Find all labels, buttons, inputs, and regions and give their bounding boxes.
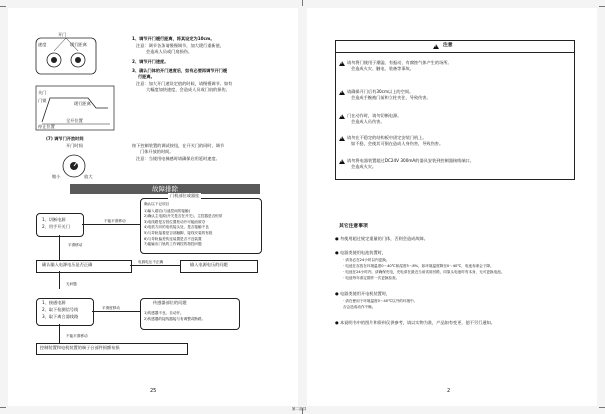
- flow-arrow: [59, 271, 60, 289]
- footer-mark: 第二页共: [292, 407, 307, 411]
- flow-check-item: 3)电线路是否因位置松动开可能而被夺: [144, 219, 206, 224]
- step1-note2: 会造成人员或门扇损伤。: [146, 49, 193, 54]
- warning-icon: [339, 114, 345, 119]
- diagram-fullopen-label: 全开位置: [66, 118, 83, 123]
- flow-check-header: 门机部位或器挂: [170, 193, 200, 198]
- warning-line: 会造成火灾。: [351, 164, 377, 169]
- flow-s3: 3、取下离合器线路: [42, 314, 79, 319]
- step1-title: 1、调节开门缓行距离，将其设定为10cm。: [132, 36, 215, 41]
- other-note: · 请在使用于环境温度0～40℃以外的环境中。: [343, 299, 418, 303]
- other-note: ● 电器类使用开电机装置时，: [335, 291, 391, 296]
- other-note: 否会造成动作不畅。: [343, 305, 376, 309]
- warning-icon: [339, 61, 345, 66]
- flow-confirm-voltage: 确认输入电源电压是否正确: [42, 262, 93, 267]
- crop-mark: [599, 407, 605, 408]
- warning-line: 请勿将门使用于潮湿、有振动、有腐蚀气体产生的场所。: [347, 60, 452, 65]
- warning-line: 请确保开门后有30cm以上的空间。: [347, 89, 414, 94]
- other-note: ● 本说明书中的图片和资料仅供参考，请以实物为准，产品如有变更，恕不另行通知。: [335, 320, 495, 325]
- warning-icon: [339, 136, 345, 141]
- diagram-stop-label: 停止位置: [38, 124, 55, 129]
- warning-icon: [339, 90, 345, 95]
- flow-not2-label: 不能平滑移动: [66, 334, 88, 338]
- flow-not-smooth-label: 不能平滑移动: [104, 219, 126, 223]
- other-note: · 电池每年请定期作一次更换检查。: [343, 276, 400, 280]
- diagram-short-label: 缩小: [52, 174, 61, 179]
- diagram-slowdist-label: 缓行距离: [74, 101, 91, 106]
- left-page: [8, 8, 298, 406]
- flow-smooth2-label: 平滑度移动: [102, 306, 120, 310]
- flow-start1: 1、切断电源: [42, 217, 66, 222]
- diagram-lock-label: 门锁: [38, 98, 47, 103]
- step7-text2: 门体开放的时间。: [140, 149, 174, 154]
- diagram-open-label: 开门: [58, 32, 67, 37]
- crop-mark: [0, 6, 6, 7]
- crop-mark: [302, 0, 303, 6]
- warning-line: 请勿将电器装置超过DC24V 300mA的器具安装到控制器接线端口。: [347, 158, 474, 163]
- step1-note1: 注意：调节各条请慢慢调节，加大缓行重新值，: [136, 43, 224, 48]
- warning-line: 会造成人员伤害。: [351, 119, 385, 124]
- other-note: ● 勿使用超过规定重量的门体，否则会造成故障。: [335, 236, 428, 241]
- flow-arrow: [59, 324, 60, 343]
- step7-text1: 按下控制装置的调试按钮，在开关门的同时，调节: [132, 143, 225, 148]
- flow-s2: 2、取下检测信号线: [42, 307, 79, 312]
- other-note: ● 电器类使用电池装置时，: [335, 250, 387, 255]
- crop-mark: [599, 6, 605, 7]
- page-number-left: 25: [150, 388, 157, 394]
- flow-check-item: 6)与导轨偏差传连装置是否不良装置: [144, 236, 202, 241]
- crop-mark: [0, 407, 6, 408]
- flow-input-voltage: 输入电源电压的问题: [190, 262, 228, 267]
- diagram-long-label: 放大: [84, 174, 93, 179]
- flow-arrow: [59, 235, 60, 260]
- step3-title-cont: 行距离。: [138, 74, 155, 79]
- step2-title: 2、调节开门速度。: [132, 59, 169, 64]
- step3-title: 3、确认门体的开门速度后，如有必要再调节开门缓: [132, 68, 228, 73]
- step3-note2: 大幅度加快速度，会造成人员或门扇的损伤。: [146, 87, 230, 92]
- flow-bad-voltage-label: 电源电压不正确: [138, 260, 164, 264]
- troubleshooting-banner: 故障排除: [70, 184, 260, 194]
- right-page: [307, 8, 597, 406]
- other-note: · 电池在24小时内，请确保充电，充电请在最近当前试用回路，同原头电池时有本身，无可更换电池。: [343, 270, 505, 274]
- flow-final: 控制装置和电机装置的端子台部件损额布损: [40, 345, 120, 350]
- warning-line: 会造成手腕被门前和立柱夹住，导致伤害。: [351, 95, 431, 100]
- diagram-time-label: 开门时间: [66, 143, 83, 148]
- diagram-slow-label: 缓行距离: [70, 42, 87, 47]
- flow-check-item: 4)电机方向的电机接头处，是否接触不良: [144, 225, 209, 230]
- other-note: · 电池在存放在环境温度0～40℃和湿度5～8%，如环境温度降至0～40℃，电池寿命会下降。: [343, 264, 494, 268]
- warning-line: 会造成火灾、触电、装备等事故。: [351, 66, 414, 71]
- flow-smooth-label: 平滑移动: [68, 243, 83, 247]
- flow-arrow: [130, 265, 180, 266]
- warning-triangle-icon: [433, 44, 439, 49]
- other-notes-title: 其它注意事项: [339, 224, 368, 229]
- flow-sensor-header: 传感器部位的问题: [153, 300, 187, 305]
- diagram-close-label: 关门: [38, 90, 47, 95]
- step3-note1: 注意：加大开门速设定值的时候，请慢慢调节。如有: [136, 81, 233, 86]
- section7-title: (7) 调节门开放时间: [46, 136, 84, 141]
- flow-check-item: 5)与导轨接看是否部触脚，接线安装的有段: [144, 231, 213, 235]
- flow-normal-label: 无问题: [66, 282, 77, 286]
- flow-sensor-item: 1)传感器不良，自动开。: [144, 311, 184, 315]
- warning-line: 请勿在不稳定的结构板中固定安装门机上。: [347, 135, 427, 140]
- step7-note: 注意：当使用电梯感时请确保启用延时速度。: [136, 156, 220, 161]
- warning-icon: [339, 159, 345, 164]
- flow-check-item: 7)能输出门轨的工作调控的指控问题: [144, 242, 202, 247]
- flow-check-item: 1)输入端自(与遥控间的接触): [144, 208, 191, 213]
- flow-s1: 1、接通电源: [42, 300, 66, 305]
- flow-arrow: [92, 311, 140, 312]
- page-number-right: 2: [447, 388, 451, 394]
- flow-check-item: 确认以下记项目: [144, 202, 170, 206]
- other-note: · 请务必在24小时以内更换。: [343, 258, 390, 262]
- flow-sensor-item: 2)传感器的接线器接与有调整或断路。: [144, 317, 206, 321]
- flow-arrow: [82, 224, 140, 225]
- flow-check-item: 2)确认主电源(开关是否在开关)，主控器是否恒常: [144, 214, 223, 219]
- warning-header: 注意: [443, 43, 453, 48]
- warning-line: 门在动作时，请勿切断电源。: [347, 113, 402, 118]
- adjust-knob-diagram: [36, 34, 96, 76]
- flow-start2: 2、用手开关门: [42, 224, 70, 229]
- diagram-speed-label: 速度: [38, 42, 47, 47]
- warning-line: 如不稳，会使其可倒在造成人身伤害，导致伤害。: [351, 141, 444, 146]
- warning-divider: [335, 52, 574, 53]
